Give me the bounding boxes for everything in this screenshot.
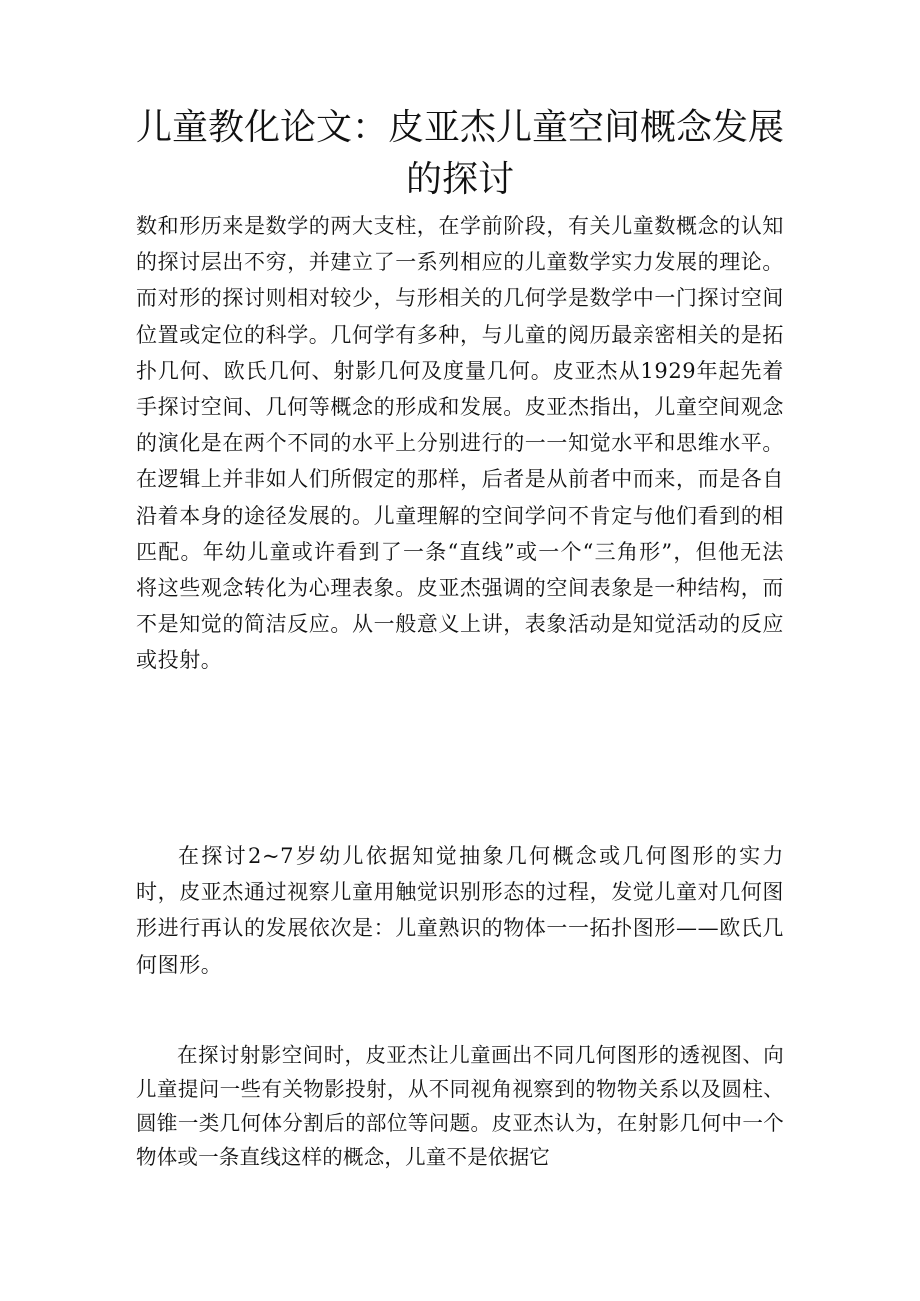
title-line-2: 的探讨 — [405, 159, 514, 200]
document-title — [100, 102, 820, 206]
paragraph-3: 在探讨射影空间时，皮亚杰让儿童画出不同几何图形的透视图、向儿童提问一些有关物影投射，从不同视角视察到的物物关系以及圆柱、圆锥一类几何体分割后的部位等问题。皮亚杰认为，在射影几何中一个物体或一条直线这样的概念，儿童不是依据它 — [136, 1043, 784, 1169]
paragraph-1: 数和形历来是数学的两大支柱，在学前阶段，有关儿童数概念的认知的探讨层出不穷，并建立了一系列相应的儿童数学实力发展的理论。而对形的探讨则相对较少，与形相关的几何学是数学中一门探讨空间位置或定位的科学。几何学有多种，与儿童的阅历最亲密相关的是拓扑几何、欧氏几何、射影几何及度量几何。皮亚杰从1929年起先着手探讨空间、几何等概念的形成和发展。皮亚杰指出，儿童空间观念的演化是在两个不同的水平上分别进行的一一知觉水平和思维水平。在逻辑上并非如人们所假定的那样，后者是从前者中而来，而是各自沿着本身的途径发展的。儿童理解的空间学问不肯定与他们看到的相匹配。年幼儿童或许看到了一条“直线”或一个“三角形”，但他无法将这些观念转化为心理表象。皮亚杰强调的空间表象是一种结构，而不是知觉的简洁反应。从一般意义上讲，表象活动是知觉活动的反应或投射。 — [136, 214, 784, 673]
title-line-1: 儿童教化论文：皮亚杰儿童空间概念发展 — [135, 107, 784, 148]
paragraph-2: 在探讨2~7岁幼儿依据知觉抽象几何概念或几何图形的实力时，皮亚杰通过视察儿童用触觉识别形态的过程，发觉儿童对几何图形进行再认的发展依次是：儿童熟识的物体一一拓扑图形——欧氏几何图形。 — [136, 844, 784, 977]
